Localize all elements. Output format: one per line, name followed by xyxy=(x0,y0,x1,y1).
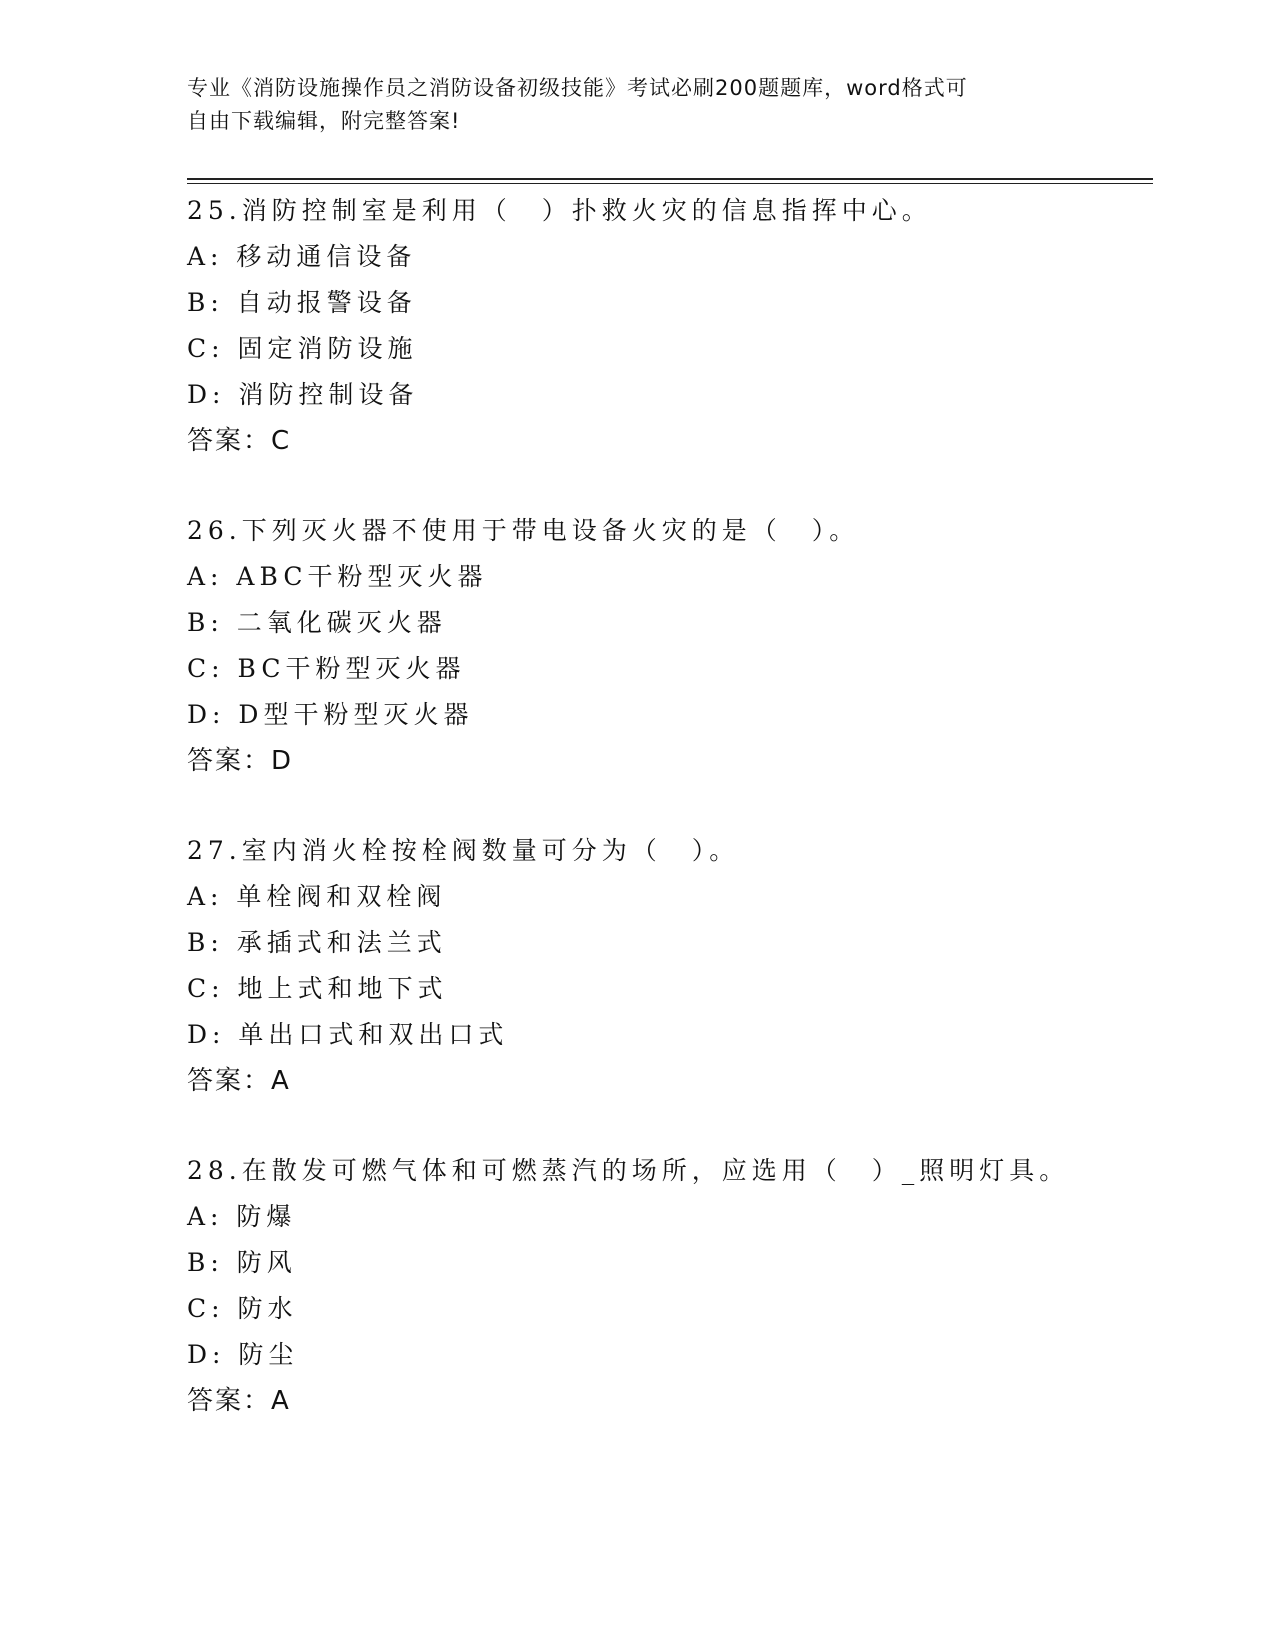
question-26 xyxy=(187,508,1167,784)
header-divider-thin xyxy=(187,183,1153,184)
option-b: B: 自动报警设备 xyxy=(187,288,417,317)
question-stem: 25.消防控制室是利用（ ）扑救火灾的信息指挥中心。 xyxy=(187,196,932,225)
answer-label: 答案：D xyxy=(187,746,294,776)
option-b: B: 二氧化碳灭火器 xyxy=(187,608,447,637)
option-a: A: 单栓阀和双栓阀 xyxy=(187,882,447,911)
header-line-1: 专业《消防设施操作员之消防设备初级技能》考试必刷200题题库，word格式可 xyxy=(187,76,968,100)
option-d: D: 单出口式和双出口式 xyxy=(187,1020,509,1049)
question-25 xyxy=(187,188,1167,464)
option-a: A: 移动通信设备 xyxy=(187,242,417,271)
question-28 xyxy=(187,1148,1167,1424)
answer-label: 答案：C xyxy=(187,426,292,456)
question-stem: 26.下列灭火器不使用于带电设备火灾的是（ ）。 xyxy=(187,516,860,545)
option-a: A: 防爆 xyxy=(187,1202,297,1231)
header-line-2: 自由下载编辑，附完整答案! xyxy=(187,109,461,133)
answer-label: 答案：A xyxy=(187,1386,291,1416)
document-header xyxy=(187,72,1087,138)
header-divider-thick xyxy=(187,178,1153,180)
option-c: C: BC干粉型灭火器 xyxy=(187,654,466,683)
option-a: A: ABC干粉型灭火器 xyxy=(187,562,488,591)
option-b: B: 承插式和法兰式 xyxy=(187,928,447,957)
option-c: C: 防水 xyxy=(187,1294,298,1323)
question-27 xyxy=(187,828,1167,1104)
option-d: D: 消防控制设备 xyxy=(187,380,419,409)
option-d: D: D型干粉型灭火器 xyxy=(187,700,474,729)
option-b: B: 防风 xyxy=(187,1248,297,1277)
option-c: C: 地上式和地下式 xyxy=(187,974,448,1003)
question-stem: 27.室内消火栓按栓阀数量可分为（ ）。 xyxy=(187,836,740,865)
question-stem: 28.在散发可燃气体和可燃蒸汽的场所，应选用（ ）_照明灯具。 xyxy=(187,1156,1070,1185)
answer-label: 答案：A xyxy=(187,1066,291,1096)
option-d: D: 防尘 xyxy=(187,1340,299,1369)
option-c: C: 固定消防设施 xyxy=(187,334,418,363)
